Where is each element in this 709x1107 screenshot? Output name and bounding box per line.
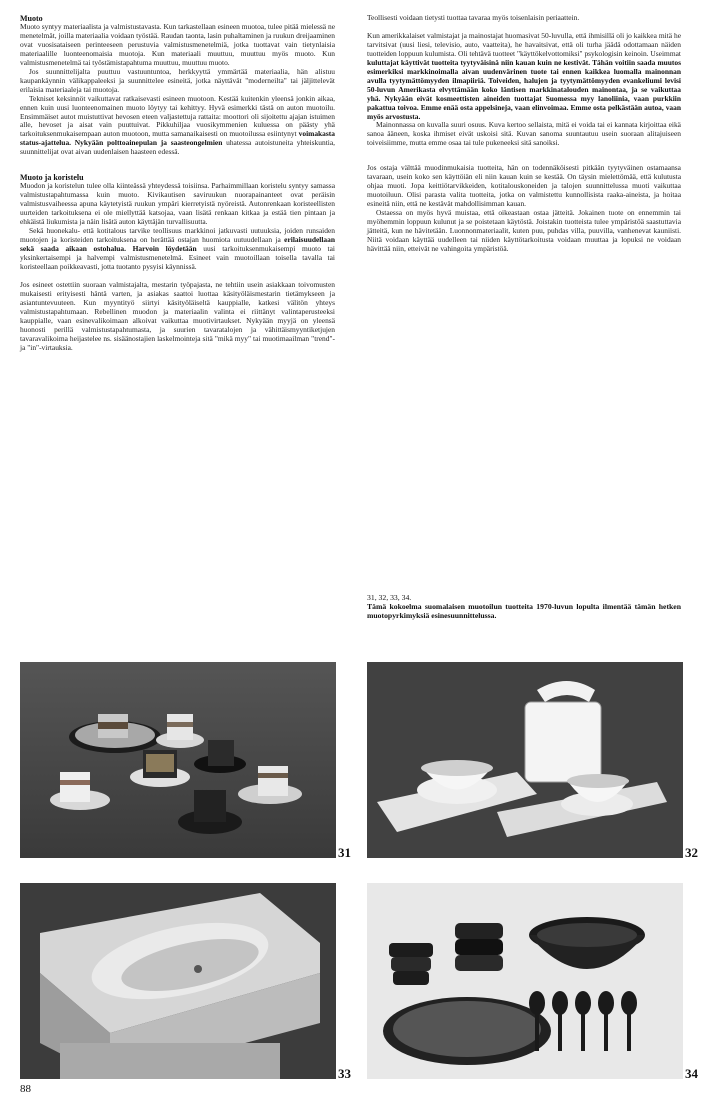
paragraph-text: uhatessa autoistuneita yhteiskuntia, suunnittelijat ovat aivan uudenlaisen haasteen edessä. <box>20 138 335 157</box>
paragraph-text: Tekniset keksinnöt vaikuttavat ratkaisevasti esineen muotoon. Kestää kuitenkin yleensä jonkin aikaa, ennen kuin uusi luonteenomainen muoto löytyy tai kehittyy. Hyvä esimerkki tästä on auton muotoilu. Ensimmäiset autot muistuttivat hevosen eteen valjastettuja rattaita: moottori oli sijoitettu ajajan istuimen alle, hevoset ja aisat vain puuttuivat. Pikkuhiljaa vuosikymmenien kuluessa on päästy yhä tarkoituksenmukaisempaan auton muotoon, mutta samanaikaisesti on muotoilussa esiintynyt <box>20 93 335 139</box>
paragraph <box>20 95 335 158</box>
photo-washbasin <box>20 883 336 1079</box>
caption-text: Tämä kokoelma suomalaisen muotoilun tuotteita 1970-luvun lopulta ilmentää tämän hetken muotopyrkimyksiä esinesuunnittelussa. <box>367 602 681 620</box>
photo-number: 32 <box>685 845 698 860</box>
photo-number: 34 <box>685 1066 698 1081</box>
paragraph: Muoto syntyy materiaalista ja valmistustavasta. Kun tarkastellaan esineen muotoa, tulee pitää mielessä ne menetelmät, joilla materiaalia voidaan työstää. Raudan taonta, lasin puhaltaminen ja ruukun dreijaaminen ovat vuosisataiseen perinteeseen perustuvia valmistusmenetelmiä, jotka tuottavat vain tietynlaisia materiaalille luonteenomaisia muotoja. Kun materiaali muuttuu, muuttuu myös muoto. Kun valmistusmenetelmä tai työstämistapahtuma muuttuu, muuttuu muoto. <box>20 22 335 67</box>
photo-number: 31 <box>338 845 351 860</box>
section-heading-muoto-ja-koristelu: Muoto ja koristelu <box>20 173 84 183</box>
bold-text: voimakasta status-ajattelua. Nykyään polttoainepulan ja saasteongelmien <box>20 129 335 148</box>
photo-number: 33 <box>338 1066 351 1081</box>
bold-text: erilaisuudellaan sekä saada aikaan ostohalua. Harvoin löydetään <box>20 235 335 253</box>
paragraph: Jos ostaja välttää muodinmukaisia tuotteita, hän on todennäköisesti pitkään tyytyväinen ostamaansa tavaraan, usein koko sen käyttöiän eli niin kauan kuin se kestää. On täysin mielettömää, että kulutusta ohjaa muoti. Jopa keittiötarvikkeiden, kotitalouskoneiden ja talojen suunnittelussa muoti vaikuttaa muotoiluun. Olisi parasta valita tuotteita, jotka on valmistettu kunnollisista raaka-aineista, ja hoitaa esineitä niin, että ne kestävät mahdollisimman kauan. <box>367 163 681 209</box>
figure-caption <box>367 593 681 620</box>
paragraph-text: Sekä huonekalu- että kotitalous tarvike teollisuus markkinoi jatkuvasti uutuuksia, joiden runsaiden muotojen ja koristeiden tarkoituksena on herättää ostajan huomiota uutuudellaan ja <box>20 226 335 245</box>
paragraph: Ostaessa on myös hyvä muistaa, että oikeastaan ostaa jätteitä. Jokainen tuote on ennemmin tai myöhemmin loppuun kulunut ja se poistetaan käytöstä. Joistakin tuotteista tulee ympäristöä saastuttavia jätteitä, kun ne hävitetään. Luonnonmateriaalit, kuten puu, puhdas villa, puuvilla, vanhenevat kauniisti. Niitä voidaan käyttää uudelleen tai niiden käyttötarkoitusta voidaan muuttaa ja lopuksi ne voidaan hävittää niin, etteivät ne vahingoita ympäristöä. <box>367 208 681 253</box>
caption-numbers: 31, 32, 33, 34. <box>367 593 412 602</box>
photo-bowls-tray-spoons <box>367 883 683 1079</box>
photo-cups-and-saucers <box>20 662 336 858</box>
paragraph-text: uusi tarkoituksenmukaisempi muoto tai yksinkertaisempi ja halvempi valmistusmenetelmä. Esineet vain muotoillaan toisella tavalla tai koristeellaan poikkeavasti, jotta tuotanto pysyisi käynnissä. <box>20 243 335 271</box>
page-number: 88 <box>20 1083 31 1095</box>
right-text-column <box>367 14 681 254</box>
paragraph: Jos esineet ostettiin suoraan valmistajalta, mestarin työpajasta, ne tehtiin usein asiakkaan toivomusten mukaisesti erityisesti häntä varten, ja asiakas saattoi luottaa käsityöläismestarin tietämykseen ja asiantuntevuuteen. Kun myyntityö siirtyi käsityöläiseltä kauppialle, katkesi välitön yhteys valmistustapahtumaan. Rebellinen muodon ja materiaalin valinta ei riittänyt valintaperusteeksi kauppialle, vaan esinevalikoimaan alkoivat vaikuttaa muotivirtaukset. Nykyään myyjä on yleensä huonosti perillä valmistustapahtumasta, ja suurien tavaratalojen ja vähittäismyyntiketjujen tavaravalikoima heijastelee ns. sisäänostajien laskelmointeja sitä "mikä myy" tai muotimaailman "trend"- ja "in"-virtauksia. <box>20 279 335 352</box>
left-text-column <box>20 14 335 352</box>
paragraph: Mainonnassa on kuvalla suuri osuus. Kuva kertoo sellaista, mitä ei voida tai ei kannata kirjoittaa eikä sanoa ääneen, koska ihmiset eivät uskoisi sitä. Kuvan sanoma suuntautuu usein suoraan alitajuiseen toiveisiimme, mutta emme osaa tai tule pukeneeksi sitä sanoiksi. <box>367 120 681 148</box>
photo-teapot-and-cups <box>367 662 683 858</box>
paragraph <box>20 227 335 272</box>
section-heading-muoto: Muoto <box>20 14 43 23</box>
paragraph <box>367 32 681 122</box>
paragraph-text: Kun amerikkalaiset valmistajat ja mainostajat huomasivat 50-luvulla, että ihmisillä oli jo kaikkea mitä he tarvitsivat (uusi liesi, televisio, auto, vaatteita), he havaitsivat, että oli turha jäädä odottamaan näiden tuotteiden loppuun kulumista. Oli tehtävä tuotteet "käyttökelvottomiksi" psykologisin keinoin. Useimmat <box>367 30 681 58</box>
paragraph: Muodon ja koristelun tulee olla kiinteässä yhteydessä toisiinsa. Parhaimmillaan koristelu syntyy samassa valmistustapahtumassa kuin muoto. Kivikautisen saviruukun nuorapainanteet ovat peräisin valmistusvaiheessa apuna käytetyistä ruukun ympäri kierretyistä nyöreistä. Autonrenkaan koristeellisten uurteiden tarkoituksena ei ole miellyttää katsojaa, vaan lisätä renkaan kitkaa ja estää tien pintaan ja ehkäistä liukumista ja näin lisätä auton käyttäjän turvallisuutta. <box>20 181 335 227</box>
paragraph: Teollisesti voidaan tietysti tuottaa tavaraa myös toisenlaisin periaattein. <box>367 13 580 22</box>
paragraph: Jos suunnittelijalta puuttuu vastuuntuntoa, herkkyyttä ymmärtää materiaalia, hän alistuu kaupankäynnin välikappaleeksi ja suunnittelee esineitä, jotka näyttävät "moderneilta" tai jäljittelevät erilaisia materiaaleja tai muotoja. <box>20 66 335 94</box>
bold-text: kuluttajat käyttivät tuotteita tyytyväisinä niin kauan kuin ne kestivät. Tähän voitiin saada muutos esimerkiksi markkinoimalla aivan uudenvärinen tuote tai ennen kaikkea luomalla mainonnan avulla tyytymättömyyden ilmapiiriä. Toiveiden, halujen ja tyytymättömyyden evankeliumi levisi 50-luvun Amerikasta elvyttämään koko läntisen markkinatalouden mainontaa, ja se vaikuttaa yhä. Nykyään eivät kosmeettisten aineiden tuottajat Suomessa myy lanoliinia, vaan purkkiin pakattua toivoa. Emme enää osta appelsineja, vaan elinvoimaa. Emme osta pelkästään autoa, vaan myös arvostusta. <box>367 57 681 121</box>
